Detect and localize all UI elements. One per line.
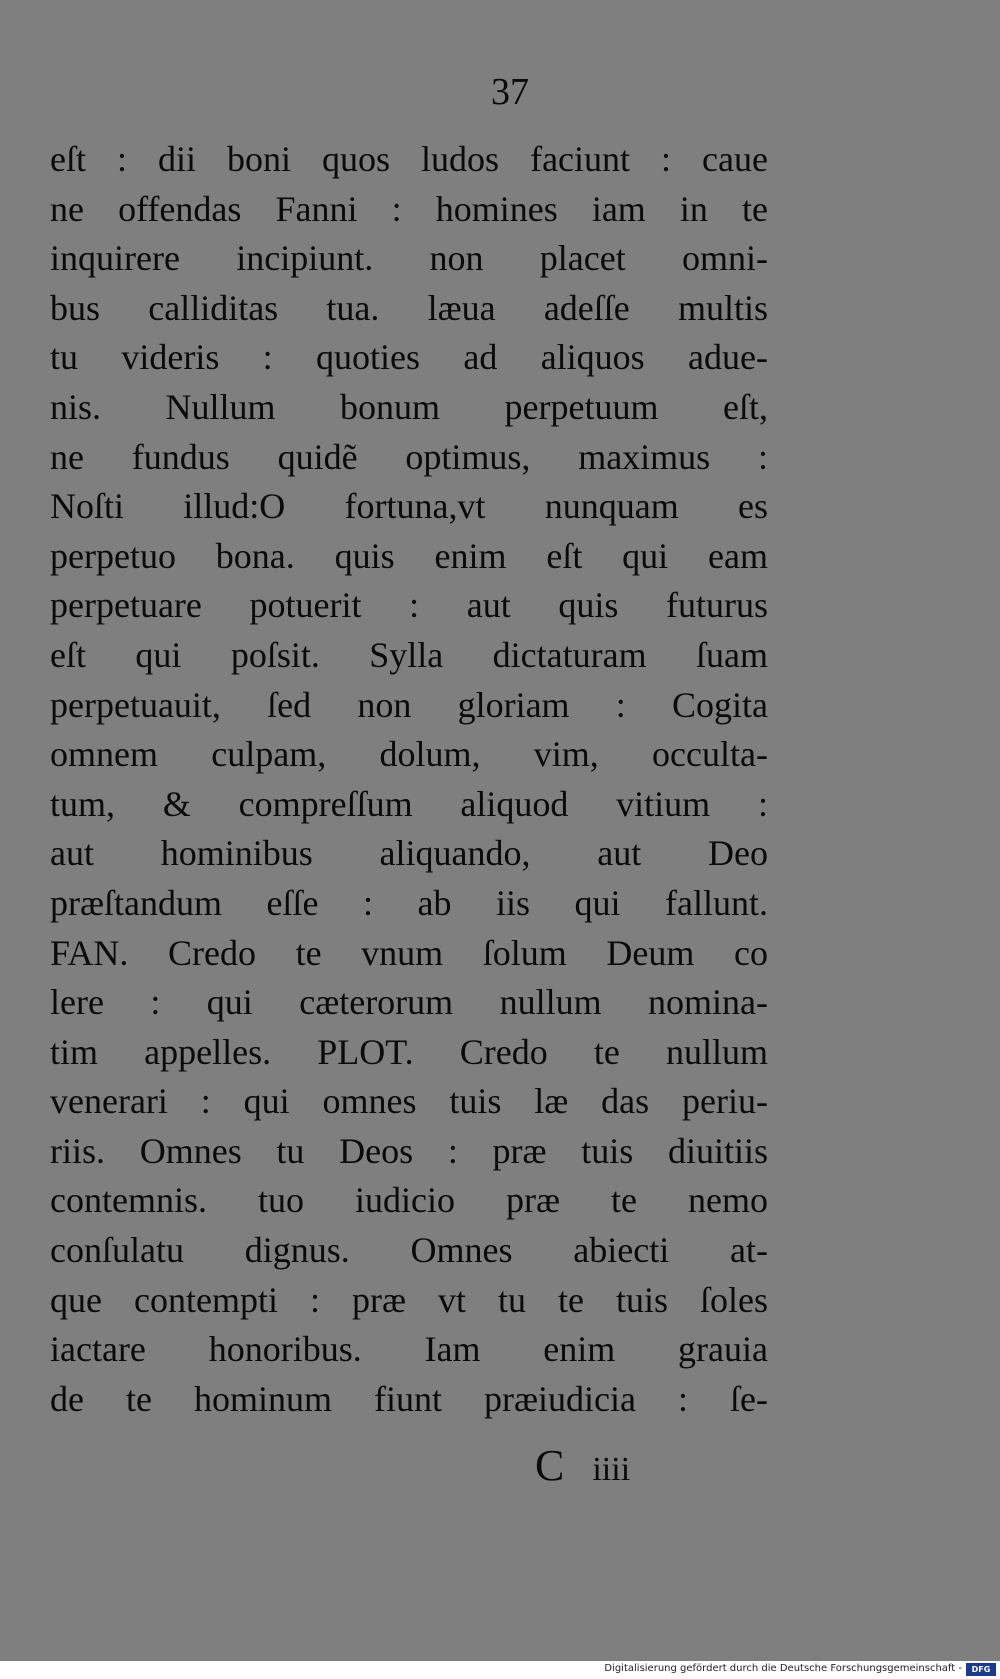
text-line: que contempti : præ vt tu te tuis ſoles [50, 1279, 768, 1320]
text-line: inquirere incipiunt. non placet omni- [50, 238, 768, 279]
dfg-logo-icon: DFG [966, 1663, 996, 1676]
text-line: perpetuauit, ſed non gloriam : Cogita [50, 684, 768, 725]
page-number: 37 [491, 71, 529, 113]
text-line: de te hominum fiunt præiudicia : ſe- [50, 1378, 768, 1419]
text-line: riis. Omnes tu Deos : præ tuis diuitiis [50, 1130, 768, 1171]
signature-letter: C [535, 1441, 565, 1490]
text-line: nis. Nullum bonum perpetuum eſt, [50, 386, 768, 427]
text-line: perpetuare potuerit : aut quis futurus [50, 585, 768, 626]
text-line: ne fundus quidẽ optimus, maximus : [50, 436, 768, 477]
text-line: omnem culpam, dolum, vim, occulta- [50, 734, 768, 775]
text-line: præſtandum eſſe : ab iis qui fallunt. [50, 882, 768, 923]
text-line: bus calliditas tua. læua adeſſe multis [50, 287, 768, 328]
text-line: tim appelles. PLOT. Credo te nullum [50, 1031, 768, 1072]
text-line: iactare honoribus. Iam enim grauia [50, 1329, 768, 1370]
text-line: contemnis. tuo iudicio præ te nemo [50, 1180, 768, 1221]
text-line: eſt : dii boni quos ludos faciunt : caue [50, 139, 768, 179]
text-line: eſt qui poſsit. Sylla dictaturam ſuam [50, 634, 768, 675]
signature-number: iiii [592, 1451, 631, 1488]
text-line: venerari : qui omnes tuis læ das periu- [50, 1081, 768, 1122]
text-line: tu videris : quoties ad aliquos adue- [50, 337, 768, 378]
text-line: conſulatu dignus. Omnes abiecti at- [50, 1230, 768, 1271]
text-line: tum, & compreſſum aliquod vitium : [50, 783, 768, 824]
text-line: perpetuo bona. quis enim eſt qui eam [50, 535, 768, 576]
digitization-credit: Digitalisierung gefördert durch die Deutsche Forschungsgemeinschaft - [604, 1663, 962, 1674]
text-line: ne offendas Fanni : homines iam in te [50, 188, 768, 229]
text-line: FAN. Credo te vnum ſolum Deum co [50, 932, 768, 973]
body-text [50, 135, 768, 1424]
text-line: aut hominibus aliquando, aut Deo [50, 833, 768, 874]
text-line: lere : qui cæterorum nullum nomina- [50, 982, 768, 1023]
text-line: Noſti illud:O fortuna,vt nunquam es [50, 486, 768, 527]
signature-mark [535, 1440, 630, 1491]
